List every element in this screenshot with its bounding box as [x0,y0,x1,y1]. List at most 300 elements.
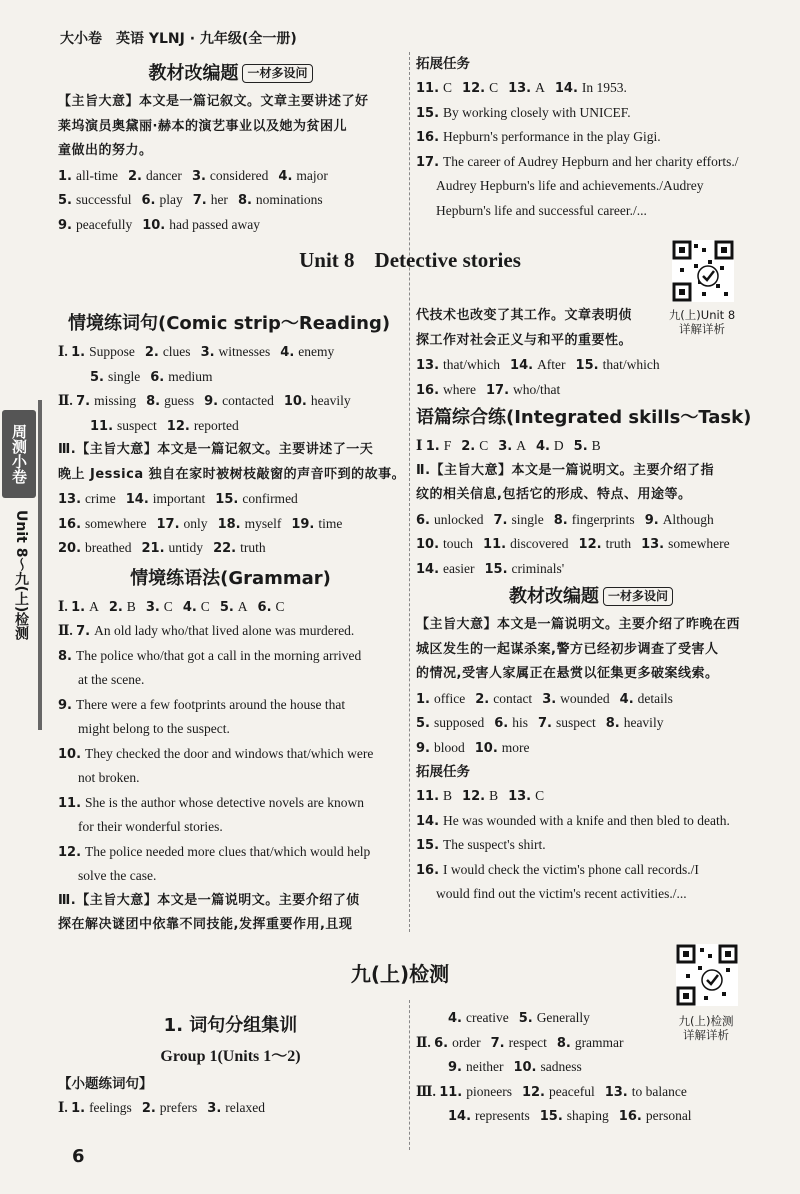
answer-text: order [452,1034,481,1050]
item-number: 9. [448,1060,462,1075]
item-number: 17. [416,154,440,170]
item-number: 12. [462,789,486,804]
right-middle-block [416,353,766,907]
item-text: solve the case. [78,868,157,883]
answer-text: A [237,598,248,614]
answer-text: medium [168,368,213,384]
answer-row [416,711,766,736]
answer-text: nominations [255,192,323,207]
roman-label: Ⅱ. [416,462,431,478]
answer-row [416,1055,666,1080]
item-text: The police needed more clues that/which would help [85,843,371,859]
answer-text: D [553,438,564,453]
intro-text: 【主旨大意】本文是一篇说明文。主要介绍了指 [430,462,715,478]
qr-code[interactable] [672,240,734,302]
item-number: 17. [486,382,510,398]
item-number: 22. [213,541,237,556]
answer-text: missing [94,393,137,408]
item-number: 10. [513,1060,537,1075]
item-number: 16. [416,862,440,878]
item-number: 13. [508,789,532,804]
answer-text: touch [443,536,474,551]
answer-text: somewhere [668,536,730,551]
answer-text: wounded [560,690,610,706]
answer-row [416,557,766,582]
item-number: 17. [156,516,180,532]
item-number: 2. [108,599,123,615]
item-number: 4. [535,439,550,454]
answer-row [416,150,766,175]
answers [426,438,611,453]
answer-text: A [535,80,545,95]
item-number: 3. [145,599,160,615]
item-number: 4. [619,691,634,707]
continuation-line: Audrey Hepburn's life and achievements./Audrey [436,178,704,193]
answer-text: considered [209,167,269,183]
sub-label: 拓展任务 [416,56,470,72]
answer-text: unlocked [433,511,484,527]
item-number: 9. [644,512,659,528]
answer-row [58,365,403,390]
side-text: Unit 8～九(上)检测 [13,510,29,641]
item-number: 12. [58,844,82,860]
item-number: 3. [207,1101,222,1116]
answer-text: easier [443,560,475,576]
answer-text: B [591,438,601,453]
intro-line [58,889,403,914]
item-number: 2. [127,168,142,184]
item-number: 11. [416,81,440,96]
grammar-item [58,619,403,644]
qr-label [652,308,752,336]
intro-line: 【主旨大意】本文是一篇记叙文。文章主要讲述了好 [58,94,369,109]
answer-text: A [89,598,99,614]
answer-text: represents [475,1108,530,1123]
column-divider [409,52,410,932]
qr-label [656,1014,756,1042]
left-middle-block [58,308,406,938]
title-text: 教材改编题 [148,63,239,84]
unit-title [200,248,620,273]
answer-row [416,1104,692,1129]
item-number: 2. [475,691,490,707]
answer-text: truth [240,540,266,555]
item-number: 5. [90,369,104,385]
answer-text: clues [162,344,191,359]
item-number: 4. [182,599,197,615]
item-number: 10. [474,740,498,756]
continuation-line: Hepburn's life and successful career./... [436,202,647,218]
item-text: for their wonderful stories. [78,819,223,834]
item-number: 14. [416,561,440,577]
side-tab: 周测小卷 [2,410,36,498]
item-number: 1. [71,599,86,615]
answer-text: B [489,788,499,803]
item-number: 11. [416,789,440,804]
item-number: 6. [150,369,165,385]
answer-text: shaping [566,1108,609,1123]
item-number: 6. [494,716,509,731]
item-number: 1. [71,345,86,360]
item-number: 5. [219,599,234,615]
intro-line: 【主旨大意】本文是一篇说明文。主要介绍了昨晚在西 [416,617,741,632]
item-number: 4. [278,168,293,184]
answer-text: myself [244,515,282,531]
item-number: 9. [204,394,219,409]
section-heading: 九(上)检测 [350,962,450,986]
answer-text: office [433,690,466,706]
intro-line: 城区发生的一起谋杀案,警方已经初步调查了受害人 [416,641,719,657]
answer-text: more [501,739,530,755]
answers [434,1035,633,1050]
item-number: 10. [283,394,307,409]
answer-text: to balance [631,1083,687,1099]
answer-text: suspect [117,417,157,433]
answer-text: only [183,515,208,531]
answer-row [58,340,403,365]
answer-text: contact [493,690,533,706]
item-text: They checked the door and windows that/which were [85,745,374,761]
answer-text: where [443,381,477,397]
item-number: 6. [141,193,156,208]
unit-number: Unit 8 [299,248,355,272]
answer-text: had passed away [169,216,260,232]
answer-text: breathed [85,540,132,555]
answer-text: heavily [623,715,664,730]
item-number: 8. [237,193,252,208]
answer-row [416,858,766,883]
answer-row [416,1080,687,1105]
item-number: 4. [280,345,295,360]
right-middle-top [416,304,656,353]
item-number: 7. [76,394,91,409]
item-number: 11. [483,537,507,552]
item-number: 7. [537,716,552,731]
item-number: 8. [58,648,72,664]
item-number: 15. [484,561,508,577]
answer-text: her [210,192,228,207]
item-number: 2. [144,345,159,360]
item-number: 2. [141,1101,156,1116]
answer-text: that/which [443,357,501,372]
intro [58,90,403,164]
answer-text: heavily [310,393,351,408]
title-text: 教材改编题 [508,586,599,607]
bottom-right-block [416,1006,692,1129]
item-text: might belong to the suspect. [78,721,230,736]
answer-text: C [275,598,285,614]
answer-row [58,595,403,620]
grammar-item [58,742,403,767]
roman-label: Ⅲ. [58,892,77,908]
item-number: 4. [448,1011,462,1026]
answer-text: pioneers [466,1083,512,1099]
answer-text: somewhere [85,515,147,531]
section-title: 情境练语法(Grammar) [130,567,331,589]
intro-line: 纹的相关信息,包括它的形成、特点、用途等。 [416,487,692,502]
item-text: There were a few footprints around the house that [75,696,346,712]
roman-label: Ⅰ [416,438,423,453]
item-number: 15. [416,838,440,853]
answer-text: details [637,690,673,706]
answer-text: I would check the victim's phone call records./I [443,861,699,877]
intro-text: 【主旨大意】本文是一篇记叙文。主要讲述了一天 [76,442,374,457]
answer-row [58,164,403,189]
intro-line [416,459,766,484]
section-title: 语篇综合练(Integrated skills～Task) [416,407,752,428]
answer-text: discovered [510,536,569,551]
answer-row [416,508,766,533]
sub-label: 【小题练词句】 [58,1076,153,1092]
answer-text: dancer [145,167,182,183]
side-bar [38,400,42,730]
answer-row [416,833,766,858]
roman-label: Ⅰ. [58,344,68,359]
answer-text: C [489,80,499,95]
intro-line: 的情况,受害人家属正在悬赏以征集更多破案线索。 [416,666,719,681]
item-number: 7. [192,193,207,208]
item-number: 6. [257,599,272,615]
roman-label: Ⅱ. [58,393,73,408]
answer-row [416,532,766,557]
item-number: 7. [490,1035,505,1051]
section-title: 情境练词句(Comic strip～Reading) [68,313,391,334]
answer-text: grammar [574,1034,624,1050]
intro-text: 【主旨大意】本文是一篇说明文。主要介绍了侦 [76,892,360,908]
item-number: 15. [539,1109,563,1124]
answer-text: his [512,715,528,730]
answer-row [58,414,403,439]
answer-row [416,76,766,101]
item-text: An old lady who/that lived alone was murdered. [94,623,355,638]
tag: 一材多设问 [603,587,673,606]
answer-row [416,434,766,459]
page-number: 6 [72,1146,85,1167]
answer-text: major [296,167,328,183]
item-number: 7. [76,624,91,639]
item-number: 14. [448,1109,472,1124]
answer-text: confirmed [242,491,298,506]
grammar-items [58,619,403,889]
section-title [58,58,403,90]
qr-code[interactable] [676,944,738,1006]
item-number: 3. [200,345,215,360]
item-number: 20. [58,541,82,556]
grammar-item [58,644,403,669]
qr-label-line: 九(上)检测 [678,1014,734,1028]
group-title: Group 1(Units 1～2) [160,1048,301,1065]
answers [71,1100,275,1115]
item-number: 9. [58,217,72,233]
item-number: 16. [416,130,440,145]
answer-row [58,536,403,561]
item-number: 14. [510,358,534,373]
item-number: 5. [518,1011,533,1026]
item-number: 11. [58,795,82,811]
item-number: 10. [142,217,166,233]
roman-label: Ⅲ. [58,442,77,457]
answer-text: crime [85,491,116,506]
answer-text: By working closely with UNICEF. [443,104,631,120]
grammar-item [58,840,403,865]
column-divider-bottom [409,1000,410,1150]
item-number: 11. [439,1084,463,1100]
answer-row [416,353,766,378]
item-number: 16. [416,382,440,398]
answer-text: criminals' [511,560,565,576]
item-number: 13. [58,492,82,507]
answers [71,344,344,359]
top-left-block [58,58,403,237]
answer-text: untidy [168,540,204,555]
answer-row [58,487,403,512]
answer-text: After [537,357,566,372]
item-number: 15. [215,492,239,507]
answers [439,1084,697,1099]
answer-row [416,101,766,126]
item-number: 14. [416,813,440,829]
answer-text: truth [605,536,632,551]
continuation-line: would find out the victim's recent activities./... [436,886,687,901]
intro-line: 童做出的努力。 [58,143,153,158]
item-number: 1. [416,691,430,707]
item-text: at the scene. [78,672,145,687]
grammar-item [58,791,403,816]
answer-text: F [443,438,452,453]
roman-label: Ⅱ. [416,1034,431,1050]
answer-text: C [200,598,210,614]
answer-row [416,809,766,834]
item-number: 12. [578,537,602,552]
answer-text: time [318,515,343,531]
item-number: 16. [618,1109,642,1124]
answer-text: successful [75,192,132,207]
answer-row [416,125,766,150]
answer-text: C [479,438,489,453]
section-title: 1. 词句分组集训 [163,1015,298,1036]
item-number: 5. [416,716,430,731]
answer-text: The career of Audrey Hepburn and her charity efforts./ [443,153,739,169]
item-number: 8. [556,1035,571,1051]
intro-line: 代技术也改变了其工作。文章表明侦 [416,308,633,323]
item-number: 13. [604,1084,628,1100]
answer-text: peaceful [549,1083,595,1099]
item-number: 3. [191,168,206,184]
answer-text: Although [662,511,714,527]
answer-text: B [443,788,453,803]
item-number: 13. [508,81,532,96]
grammar-item [58,693,403,718]
answer-text: fingerprints [571,511,635,527]
answer-text: Hepburn's performance in the play Gigi. [443,129,661,144]
item-number: 11. [90,418,114,434]
item-number: 5. [573,439,588,454]
roman-label: Ⅰ. [58,598,68,614]
item-text: She is the author whose detective novels are known [85,794,364,810]
item-number: 16. [58,516,82,532]
answer-text: C [163,598,173,614]
item-number: 6. [416,512,430,528]
answer-text: Generally [536,1010,590,1025]
answer-row [416,1006,666,1031]
roman-label: Ⅰ. [58,1100,68,1115]
item-number: 14. [125,492,149,507]
item-number: 1. [58,168,72,184]
item-number: 7. [493,512,508,528]
answer-text: who/that [513,381,561,397]
qr-label-line: 详解详析 [679,322,725,336]
item-number: 3. [498,439,513,454]
answer-row [58,1096,403,1121]
item-number: 1. [71,1101,86,1116]
roman-label: Ⅱ. [58,623,73,638]
item-number: 14. [554,81,578,96]
answer-text: reported [193,417,239,433]
item-number: 10. [416,537,440,552]
item-number: 13. [641,537,665,552]
item-number: 21. [141,541,165,556]
answer-row [58,389,403,414]
item-number: 12. [521,1084,545,1100]
intro-line: 探工作对社会正义与和平的重要性。 [416,332,633,348]
qr-label-line: 详解详析 [683,1028,729,1042]
top-right-block [416,52,766,223]
item-number: 8. [146,394,161,409]
answers [71,599,294,614]
answer-text: single [511,511,544,527]
answer-row [416,1031,666,1056]
answer-text: single [107,368,141,384]
answer-row [416,736,766,761]
item-number: 9. [416,740,430,756]
answer-text: C [443,80,453,95]
answer-text: witnesses [218,344,271,359]
answer-text: respect [508,1034,547,1050]
answer-text: that/which [602,357,660,372]
answer-text: B [126,598,136,614]
answer-text: guess [164,393,195,408]
item-number: 18. [217,516,241,532]
answer-row [58,188,403,213]
answers [76,393,360,408]
answer-text: A [516,438,526,453]
item-number: 2. [461,439,476,454]
item-number: 5. [58,193,72,208]
answer-text: Suppose [89,344,135,359]
answer-text: neither [465,1059,504,1074]
answer-text: important [152,491,206,506]
item-number: 1. [425,439,440,454]
item-number: 15. [416,105,440,121]
answer-text: all-time [75,167,118,183]
answer-text: In 1953. [581,80,627,95]
item-number: 3. [542,691,557,707]
roman-label: Ⅲ. [416,1083,436,1099]
answer-text: The suspect's shirt. [443,837,546,852]
intro-line: 探在解决谜团中依靠不同技能,发挥重要作用,且现 [58,917,353,932]
item-number: 15. [575,358,599,373]
answer-row [58,512,403,537]
item-number: 19. [291,516,315,532]
sub-label: 拓展任务 [416,764,470,780]
intro-line: 莱坞演员奥黛丽·赫本的演艺事业以及她为贫困儿 [58,118,347,134]
answer-text: feelings [89,1100,132,1115]
answer-row [416,378,766,403]
answer-text: peacefully [75,216,133,232]
answer-text: blood [433,739,465,755]
item-number: 8. [553,512,568,528]
answer-text: play [159,192,183,207]
